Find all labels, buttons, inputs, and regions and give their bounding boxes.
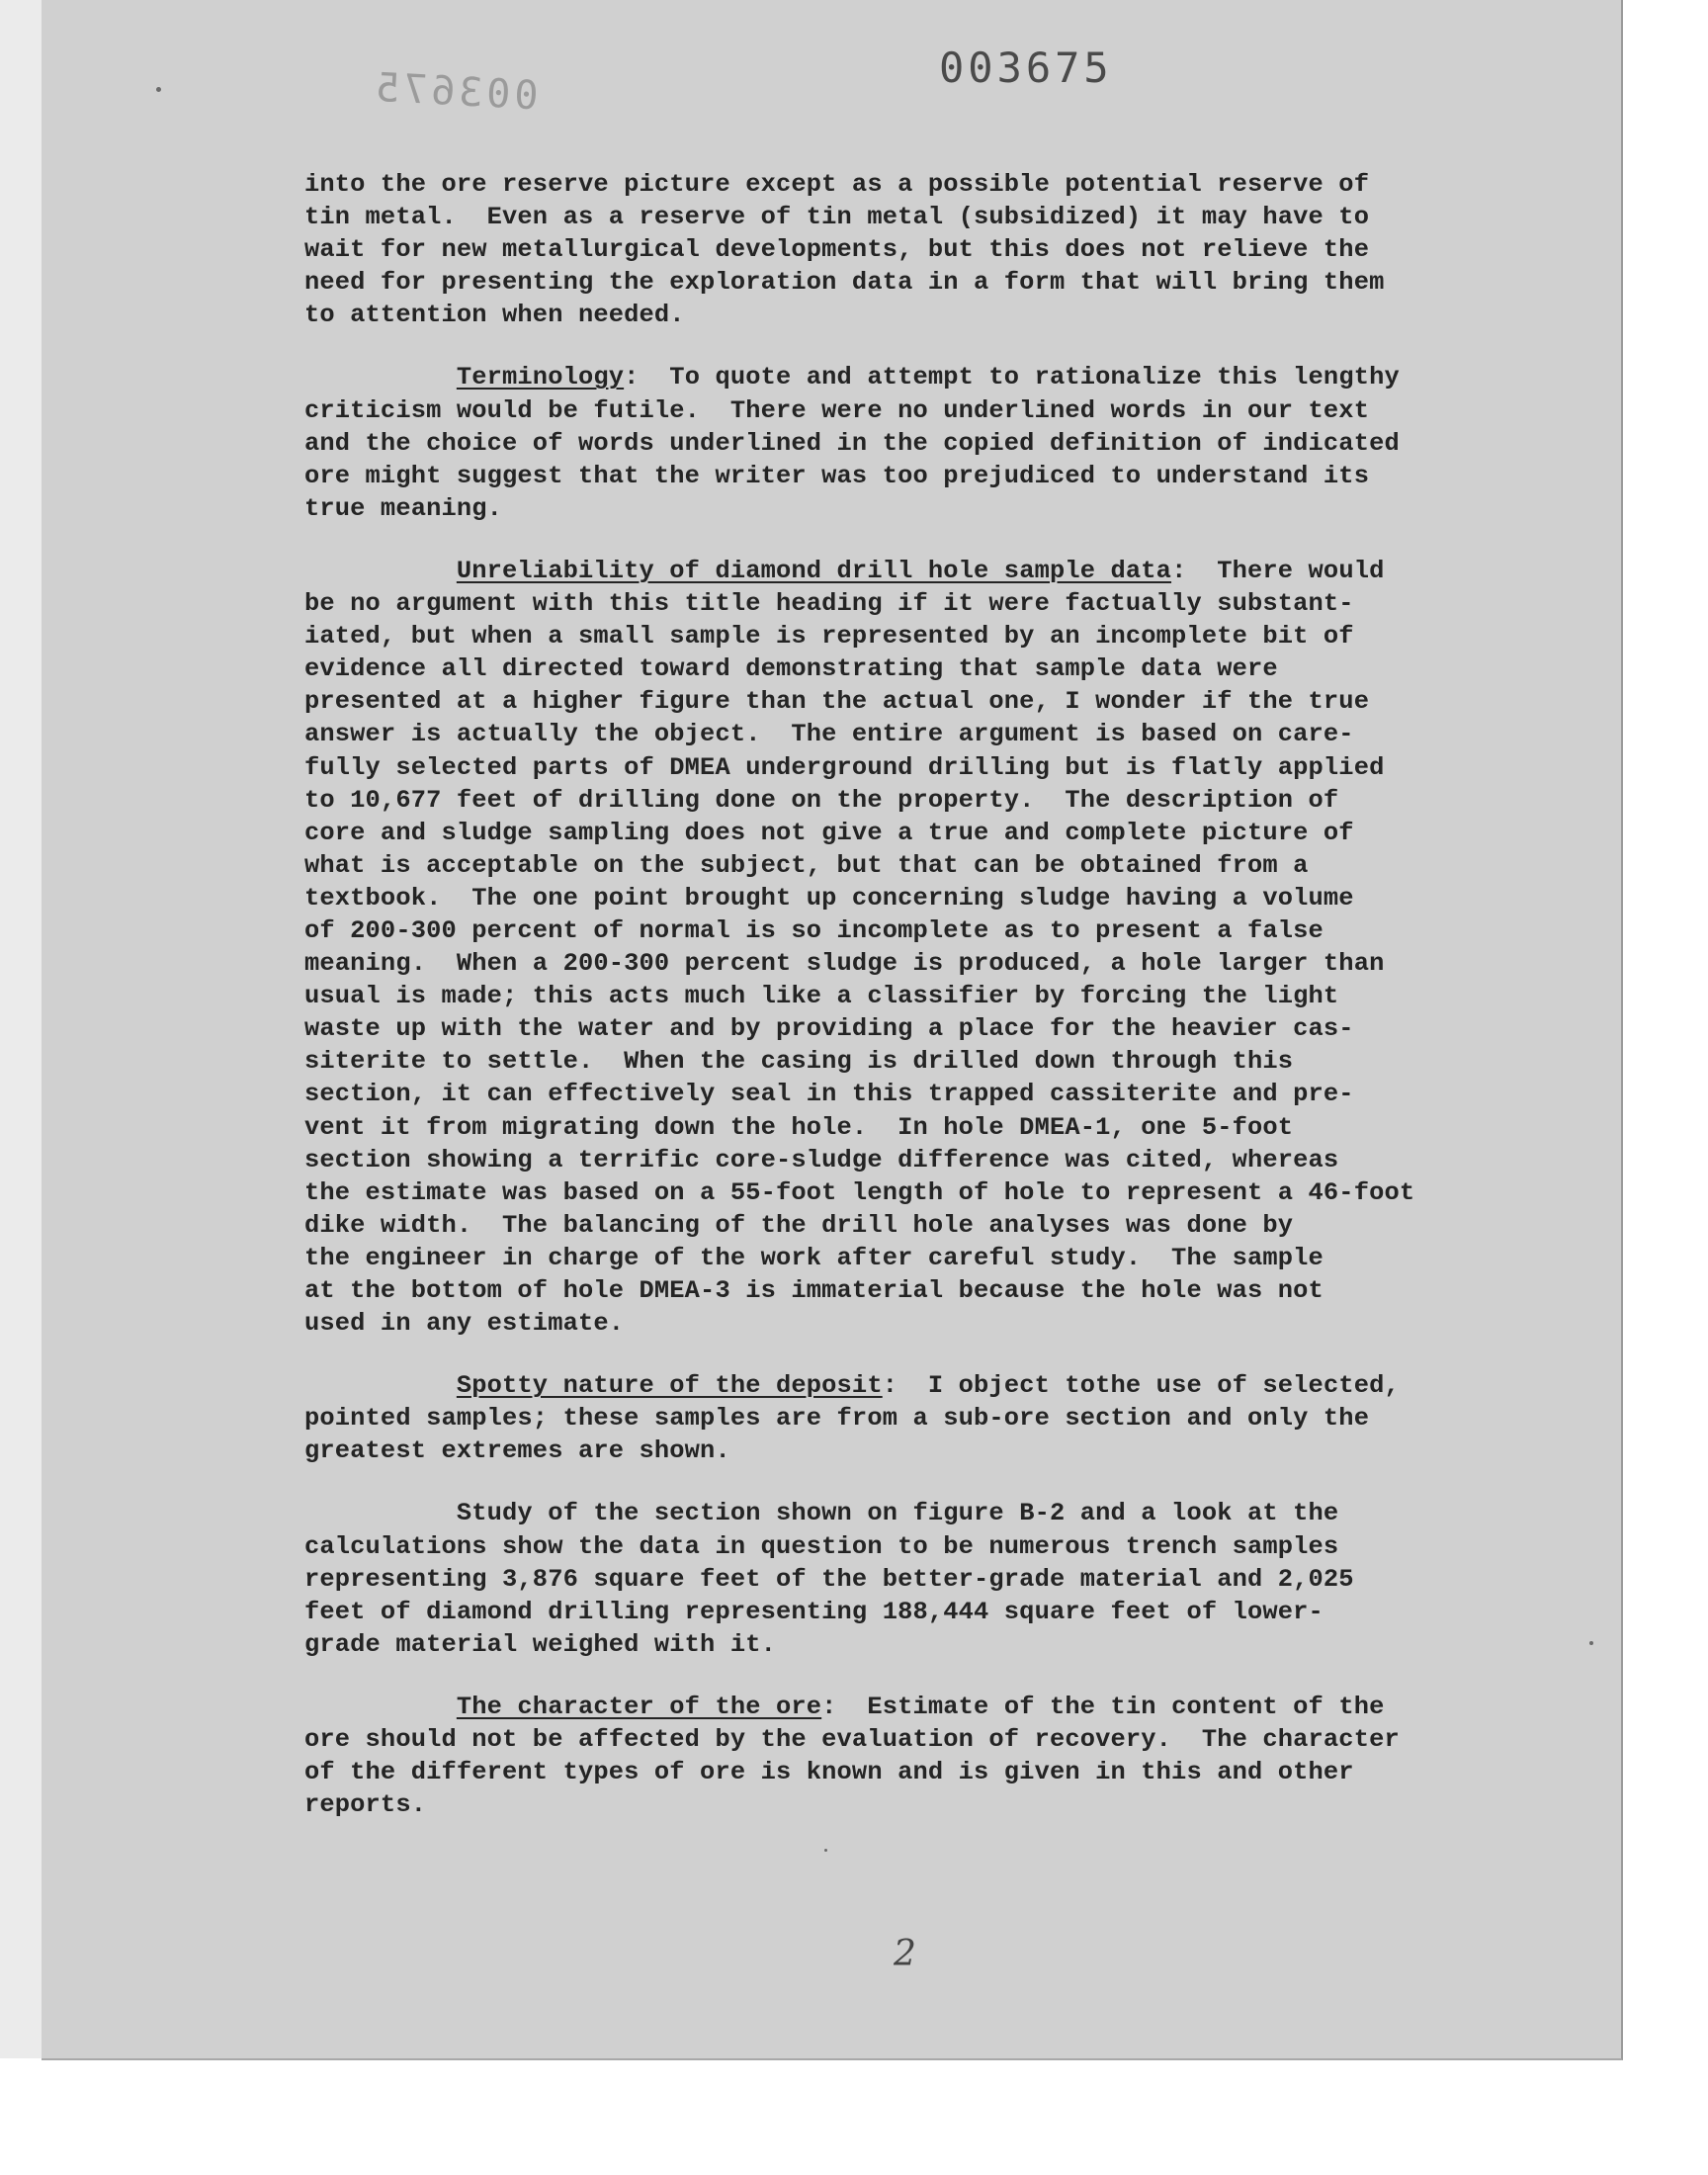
- heading-unreliability: Unreliability of diamond drill hole sample data: [456, 556, 1172, 585]
- heading-terminology: Terminology: [456, 363, 625, 392]
- scanned-page: [42, 0, 1623, 2060]
- heading-character-of-ore: The character of the ore: [456, 1692, 822, 1721]
- paragraph-character-of-ore: : Estimate of the tin content of the ore should not be affected by the evaluation of recovery. The character of the different types of ore is known and is given in this and other reports.: [304, 1692, 1400, 1820]
- paragraph-spotty-nature: : I object tothe use of selected, pointed samples; these samples are from a sub-ore section and only the greatest extremes are shown.: [304, 1371, 1400, 1466]
- document-number-stamp: 003675: [939, 44, 1113, 92]
- paragraph-study-section: Study of the section shown on figure B-2 and a look at the calculations show the data in question to be numerous trench samples representing 3,876 square feet of the better-grade material and 2,025 feet of diamond drilling representing 188,444 square feet of lower- grade material weighed with it.: [304, 1499, 1354, 1659]
- paragraph-terminology: : To quote and attempt to rationalize this lengthy criticism would be futile. There were no underlined words in our text and the choice of words underlined in the copied definition of indicated ore might suggest that the writer was too prejudiced to understand its true meaning.: [304, 363, 1400, 523]
- bleed-through-stamp: 003675: [370, 64, 540, 120]
- heading-spotty-nature: Spotty nature of the deposit: [456, 1371, 883, 1401]
- scan-speck: [824, 1849, 827, 1852]
- document-body: [304, 168, 1530, 1821]
- scan-speck: [156, 87, 161, 92]
- scan-speck: [1589, 1641, 1593, 1645]
- scan-edge: [0, 0, 42, 2058]
- page-number: 2: [894, 1934, 916, 1974]
- paragraph-ore-reserve: into the ore reserve picture except as a possible potential reserve of tin metal. Even as a reserve of tin metal (subsidized) it may have to wait for new metallurgical developments, but this does not relieve the need for presenting the exploration data in a form that will bring them to attention when needed.: [304, 170, 1385, 330]
- paragraph-unreliability: : There would be no argument with this title heading if it were factually substant- iated, but when a small sample is represented by an incomplete bit of evidence all directed toward demonstrating that sample data were presented at a higher figure than the actual one, I wonder if the true answer is actually the object. The entire argument is based on care- fully selected parts of DMEA underground drilling but is flatly applied to 10,677 feet of drilling done on the property. The description of core and sludge sampling does not give a true and complete picture of what is acceptable on the subject, but that can be obtained from a textbook. The one point brought up concerning sludge having a volume of 200-300 percent of normal is so incomplete as to present a false meaning. When a 200-300 percent sludge is produced, a hole larger than usual is made; this acts much like a classifier by forcing the light waste up with the water and by providing a place for the heavier cas- siterite to settle. When the casing is drilled down through this section, it can effectively seal in this trapped cassiterite and pre- vent it from migrating down the hole. In hole DMEA-1, one 5-foot section showing a terrific core-sludge difference was cited, whereas the estimate was based on a 55-foot length of hole to represent a 46-foot dike width. The balancing of the drill hole analyses was done by the engineer in charge of the work after careful study. The sample at the bottom of hole DMEA-3 is immaterial because the hole was not used in any estimate.: [304, 556, 1415, 1339]
